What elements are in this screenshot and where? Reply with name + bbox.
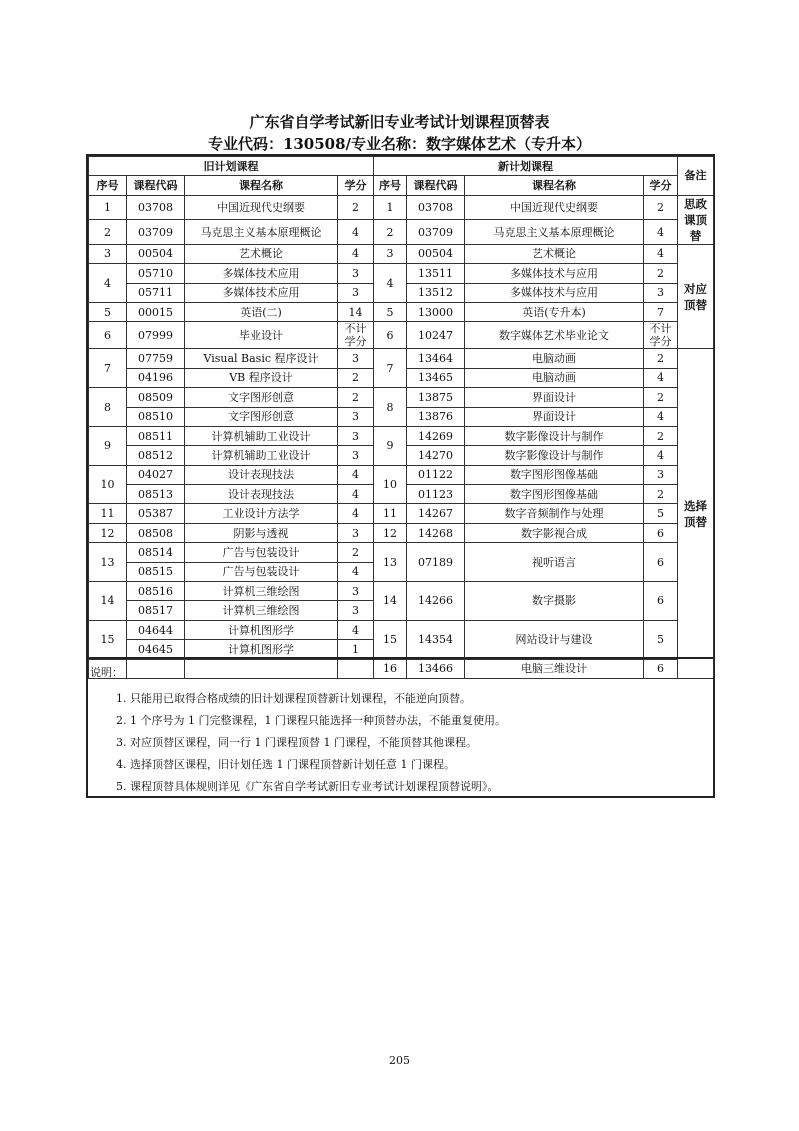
old-code: 04196 [127,368,185,387]
old-code: 08514 [127,543,185,562]
old-code: 08516 [127,582,185,601]
new-code: 03708 [407,195,465,220]
old-credit: 14 [338,302,374,321]
new-credit: 5 [644,504,678,523]
old-code: 08511 [127,426,185,445]
old-code: 05387 [127,504,185,523]
old-code: 03709 [127,220,185,245]
new-code: 13464 [407,349,465,368]
new-credit: 6 [644,582,678,621]
old-name: 计算机图形学 [185,620,338,639]
old-credit: 2 [338,195,374,220]
new-code: 13000 [407,302,465,321]
table-row [89,195,714,220]
old-credit: 3 [338,601,374,620]
old-credit: 4 [338,504,374,523]
old-seq: 13 [89,543,127,582]
old-name: 阴影与透视 [185,523,338,542]
old-name: Visual Basic 程序设计 [185,349,338,368]
new-name: 数字媒体艺术毕业论文 [465,322,644,349]
new-code: 13511 [407,264,465,283]
table-row [89,220,714,245]
old-credit: 4 [338,220,374,245]
old-seq: 10 [89,465,127,504]
new-name: 电脑动画 [465,349,644,368]
new-seq: 6 [374,322,407,349]
table-row [89,465,714,484]
old-credit: 不计学分 [338,322,374,349]
old-seq: 1 [89,195,127,220]
table-row [89,659,714,678]
old-credit: 4 [338,562,374,581]
old-name: 计算机辅助工业设计 [185,446,338,465]
course-table-body [89,195,714,678]
old-credit: 3 [338,523,374,542]
new-code: 10247 [407,322,465,349]
old-name: 广告与包装设计 [185,562,338,581]
new-code: 14270 [407,446,465,465]
old-seq: 3 [89,244,127,263]
new-seq: 3 [374,244,407,263]
old-seq: 5 [89,302,127,321]
old-code: 08517 [127,601,185,620]
old-name: 多媒体技术应用 [185,283,338,302]
new-seq: 4 [374,264,407,303]
old-name: 设计表现技法 [185,485,338,504]
new-name: 电脑动画 [465,368,644,387]
old-seq: 6 [89,322,127,349]
new-name: 英语(专升本) [465,302,644,321]
new-credit: 4 [644,407,678,426]
table-row [89,322,714,349]
new-seq: 1 [374,195,407,220]
empty-cell [338,659,374,678]
old-code: 08513 [127,485,185,504]
old-credit: 3 [338,349,374,368]
table-row [89,543,714,562]
new-seq: 8 [374,388,407,427]
old-credit: 3 [338,446,374,465]
old-code: 07999 [127,322,185,349]
old-code: 04644 [127,620,185,639]
new-credit: 4 [644,220,678,245]
old-name: 计算机图形学 [185,640,338,659]
remark-header: 备注 [678,157,714,196]
old-name: 艺术概论 [185,244,338,263]
old-code: 05710 [127,264,185,283]
empty-cell [185,659,338,678]
new-credit: 5 [644,620,678,659]
table-row [89,620,714,639]
old-name: 设计表现技法 [185,465,338,484]
new-credit: 3 [644,283,678,302]
new-seq: 13 [374,543,407,582]
col-credit: 学分 [338,176,374,195]
old-seq: 12 [89,523,127,542]
old-name: 毕业设计 [185,322,338,349]
new-name: 数字影视合成 [465,523,644,542]
page-title: 广东省自学考试新旧专业考试计划课程顶替表 [249,113,550,131]
new-code: 14267 [407,504,465,523]
new-credit: 2 [644,264,678,283]
old-name: 计算机辅助工业设计 [185,426,338,445]
new-credit: 2 [644,195,678,220]
old-name: 文字图形创意 [185,407,338,426]
table-row [89,523,714,542]
old-name: 工业设计方法学 [185,504,338,523]
old-credit: 3 [338,264,374,283]
new-code: 03709 [407,220,465,245]
old-credit: 3 [338,426,374,445]
table-row [89,504,714,523]
new-name: 数字摄影 [465,582,644,621]
old-seq: 4 [89,264,127,303]
old-credit: 2 [338,543,374,562]
old-name: 多媒体技术应用 [185,264,338,283]
new-name: 视听语言 [465,543,644,582]
new-code: 14269 [407,426,465,445]
new-name: 数字音频制作与处理 [465,504,644,523]
new-code: 01122 [407,465,465,484]
new-credit: 2 [644,349,678,368]
new-name: 电脑三维设计 [465,659,644,678]
new-credit: 6 [644,659,678,678]
old-name: 文字图形创意 [185,388,338,407]
old-plan-header: 旧计划课程 [89,157,374,176]
new-credit: 3 [644,465,678,484]
old-code: 00015 [127,302,185,321]
note-item: 1. 只能用已取得合格成绩的旧计划课程顶替新计划课程，不能逆向顶替。 [116,692,471,705]
old-name: VB 程序设计 [185,368,338,387]
table-row [89,388,714,407]
new-code: 14268 [407,523,465,542]
new-seq: 14 [374,582,407,621]
new-name: 界面设计 [465,388,644,407]
old-credit: 2 [338,388,374,407]
old-code: 08509 [127,388,185,407]
notes-label: 说明： [90,666,123,679]
new-credit: 7 [644,302,678,321]
old-credit: 3 [338,283,374,302]
note-item: 4. 选择顶替区课程，旧计划任选 1 门课程顶替新计划任意 1 门课程。 [116,758,455,771]
new-name: 网站设计与建设 [465,620,644,659]
col-credit: 学分 [644,176,678,195]
note-item: 3. 对应顶替区课程，同一行 1 门课程顶替 1 门课程，不能顶替其他课程。 [116,736,477,749]
old-credit: 4 [338,465,374,484]
old-code: 04645 [127,640,185,659]
old-seq: 8 [89,388,127,427]
old-credit: 4 [338,244,374,263]
new-credit: 不计学分 [644,322,678,349]
new-name: 数字图形图像基础 [465,485,644,504]
old-code: 03708 [127,195,185,220]
new-code: 14266 [407,582,465,621]
new-name: 马克思主义基本原理概论 [465,220,644,245]
note-item: 5. 课程顶替具体规则详见《广东省自学考试新旧专业考试计划课程顶替说明》。 [116,780,499,793]
old-seq: 2 [89,220,127,245]
old-credit: 2 [338,368,374,387]
old-code: 08515 [127,562,185,581]
old-code: 05711 [127,283,185,302]
new-seq: 2 [374,220,407,245]
remark-corresponding: 对应顶替 [678,244,714,349]
old-seq: 7 [89,349,127,388]
col-name: 课程名称 [185,176,338,195]
new-credit: 4 [644,446,678,465]
old-seq: 14 [89,582,127,621]
note-item: 2. 1 个序号为 1 门完整课程，1 门课程只能选择一种顶替办法，不能重复使用。 [116,714,506,727]
new-seq: 10 [374,465,407,504]
old-credit: 3 [338,407,374,426]
new-credit: 2 [644,388,678,407]
old-seq: 11 [89,504,127,523]
new-credit: 4 [644,244,678,263]
new-name: 多媒体技术与应用 [465,283,644,302]
table-row [89,302,714,321]
old-name: 中国近现代史纲要 [185,195,338,220]
new-code: 07189 [407,543,465,582]
new-name: 多媒体技术与应用 [465,264,644,283]
empty-cell [127,659,185,678]
new-seq: 16 [374,659,407,678]
old-credit: 1 [338,640,374,659]
old-seq: 15 [89,620,127,659]
old-name: 英语(二) [185,302,338,321]
old-code: 08512 [127,446,185,465]
course-table [88,156,714,679]
new-credit: 4 [644,368,678,387]
new-code: 13512 [407,283,465,302]
new-credit: 6 [644,543,678,582]
table-frame [86,154,715,798]
new-code: 13466 [407,659,465,678]
table-row [89,264,714,283]
table-row [89,349,714,368]
new-seq: 9 [374,426,407,465]
old-code: 08510 [127,407,185,426]
new-seq: 7 [374,349,407,388]
new-credit: 2 [644,485,678,504]
remark-politics: 思政课顶替 [678,195,714,244]
new-name: 界面设计 [465,407,644,426]
new-code: 01123 [407,485,465,504]
page-number: 205 [389,1054,410,1067]
new-name: 艺术概论 [465,244,644,263]
new-code: 13875 [407,388,465,407]
old-code: 08508 [127,523,185,542]
old-seq: 9 [89,426,127,465]
remark-selective: 选择顶替 [678,349,714,679]
new-code: 13876 [407,407,465,426]
table-row [89,426,714,445]
new-credit: 2 [644,426,678,445]
old-name: 计算机三维绘图 [185,601,338,620]
col-seq: 序号 [89,176,127,195]
page-subtitle: 专业代码：130508/专业名称：数字媒体艺术（专升本） [207,135,592,153]
old-code: 07759 [127,349,185,368]
new-credit: 6 [644,523,678,542]
col-name: 课程名称 [465,176,644,195]
new-name: 数字图形图像基础 [465,465,644,484]
new-name: 中国近现代史纲要 [465,195,644,220]
new-plan-header: 新计划课程 [374,157,678,176]
new-seq: 15 [374,620,407,659]
new-code: 13465 [407,368,465,387]
old-name: 广告与包装设计 [185,543,338,562]
col-code: 课程代码 [407,176,465,195]
col-code: 课程代码 [127,176,185,195]
new-seq: 5 [374,302,407,321]
new-seq: 11 [374,504,407,523]
old-credit: 3 [338,582,374,601]
table-row [89,244,714,263]
old-code: 00504 [127,244,185,263]
old-credit: 4 [338,485,374,504]
new-name: 数字影像设计与制作 [465,446,644,465]
new-name: 数字影像设计与制作 [465,426,644,445]
new-seq: 12 [374,523,407,542]
new-code: 00504 [407,244,465,263]
col-seq: 序号 [374,176,407,195]
old-credit: 4 [338,620,374,639]
new-code: 14354 [407,620,465,659]
old-code: 04027 [127,465,185,484]
table-row [89,582,714,601]
old-name: 马克思主义基本原理概论 [185,220,338,245]
old-name: 计算机三维绘图 [185,582,338,601]
